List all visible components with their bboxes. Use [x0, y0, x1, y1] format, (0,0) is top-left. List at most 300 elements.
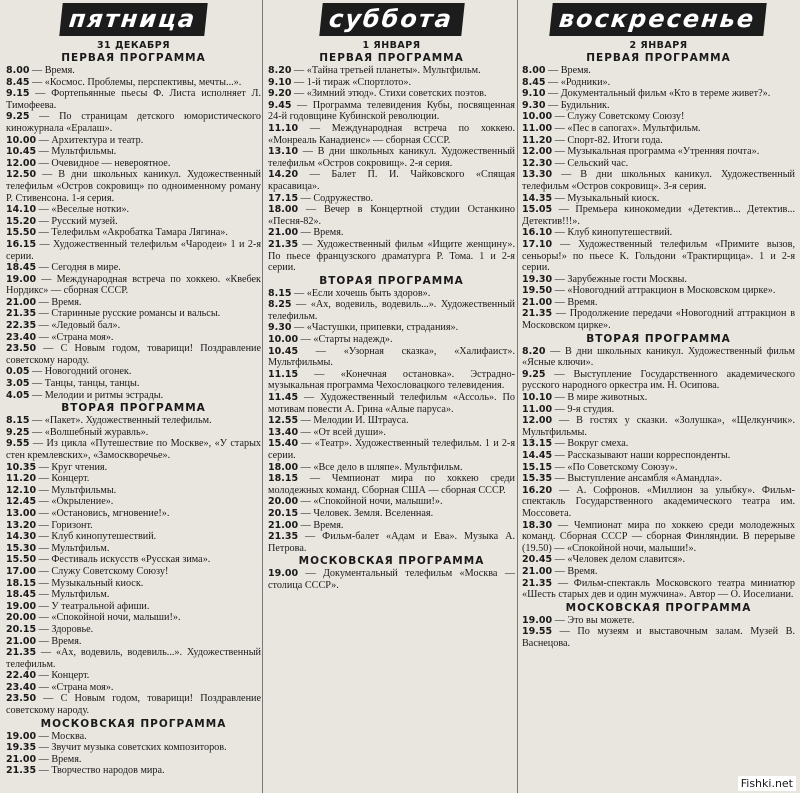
schedule-entry — [522, 65, 795, 77]
day-banner-wrap — [522, 0, 795, 36]
schedule-entry — [522, 193, 795, 205]
entry-time: 10.00 — [522, 111, 553, 123]
entry-title: — Мелодии и ритмы эстрады. — [32, 389, 164, 401]
schedule-entry — [6, 485, 261, 497]
schedule-entry — [522, 626, 795, 649]
day-banner: суббота — [319, 3, 464, 36]
entry-title: — Международная встреча по хоккею. «Монреаль Канадиенс» — сборная СССР. — [268, 122, 515, 146]
entry-time: 22.35 — [6, 320, 37, 332]
entry-title: — Мультфильм. — [38, 542, 110, 554]
schedule-entry — [268, 462, 515, 474]
column-sunday — [522, 0, 795, 793]
entry-time: 16.20 — [522, 484, 553, 496]
schedule-entry — [522, 297, 795, 309]
schedule-entry — [268, 334, 515, 346]
schedule-entry — [6, 520, 261, 532]
entry-time: 11.20 — [522, 134, 553, 146]
schedule-entry — [522, 285, 795, 297]
entry-time: 16.15 — [6, 238, 37, 250]
entry-time: 8.15 — [6, 415, 30, 427]
entry-title: — Содружество. — [300, 192, 374, 204]
schedule-entry — [6, 146, 261, 158]
program-heading: ВТОРАЯ ПРОГРАММА — [61, 402, 206, 415]
column-friday — [6, 0, 261, 793]
schedule-entry — [6, 531, 261, 543]
entry-time: 12.10 — [6, 484, 37, 496]
program-heading: ВТОРАЯ ПРОГРАММА — [586, 332, 731, 345]
entry-time: 12.55 — [268, 415, 299, 427]
schedule-entry — [522, 88, 795, 100]
entry-time: 18.45 — [6, 262, 37, 274]
schedule-entry — [522, 227, 795, 239]
day-banner: пятница — [59, 3, 208, 36]
entry-title: — Время. — [38, 296, 82, 308]
program-heading: МОСКОВСКАЯ ПРОГРАММА — [40, 717, 227, 730]
entry-time: 9.30 — [268, 322, 292, 334]
entry-title: — «Страна моя». — [38, 681, 114, 693]
schedule-entry — [268, 88, 515, 100]
entry-time: 11.10 — [268, 122, 299, 134]
schedule-entry — [6, 636, 261, 648]
entry-time: 19.35 — [6, 742, 37, 754]
schedule-entry — [268, 123, 515, 146]
entry-time: 8.45 — [522, 76, 546, 88]
entry-title: — Время. — [554, 296, 598, 308]
schedule-entry — [6, 77, 261, 89]
entry-title: — «Космос. Проблемы, перспективы, мечты...». — [32, 76, 242, 88]
schedule-entry — [522, 520, 795, 555]
entry-title: — «По Советскому Союзу». — [554, 461, 678, 473]
schedule-entry — [6, 765, 261, 777]
entry-time: 9.55 — [6, 438, 30, 450]
schedule-entry — [6, 647, 261, 670]
entry-time: 19.00 — [522, 614, 553, 626]
entry-title: — «Человек делом славится». — [554, 554, 686, 566]
schedule-entry — [6, 624, 261, 636]
entry-time: 8.00 — [6, 65, 30, 76]
entry-title: — Человек. Земля. Вселенная. — [300, 507, 434, 519]
column-divider — [262, 0, 263, 793]
entry-time: 9.20 — [268, 88, 292, 100]
entry-title: — Международная встреча по хоккею. «Квебек Нордикс» — сборная СССР. — [6, 273, 261, 297]
entry-time: 15.50 — [6, 554, 37, 566]
entry-title: — Будильник. — [548, 99, 610, 111]
schedule-entry — [268, 568, 515, 591]
schedule-entry — [522, 204, 795, 227]
entry-title: — Время. — [300, 519, 344, 531]
entry-time: 13.10 — [268, 146, 299, 158]
entry-title: — Выступление Государственного академического русского народного оркестра им. Н. Осипова. — [522, 368, 795, 392]
entry-title: — Звучит музыка советских композиторов. — [38, 742, 227, 754]
entry-time: 18.00 — [268, 461, 299, 473]
entry-title: — Продолжение передачи «Новогодний аттракцион в Московском цирке». — [522, 308, 795, 332]
entry-time: 14.35 — [522, 192, 553, 204]
entry-time: 21.00 — [6, 753, 37, 765]
entry-title: — Рассказывают наши корреспонденты. — [554, 450, 731, 461]
entry-time: 21.00 — [522, 565, 553, 577]
day-banner-wrap — [268, 0, 515, 36]
schedule-entry — [6, 693, 261, 716]
entry-time: 15.35 — [522, 473, 553, 485]
schedule-entry — [522, 158, 795, 170]
schedule-entry — [268, 427, 515, 439]
entry-time: 18.15 — [6, 577, 37, 589]
entry-title: — «Спокойной ночи, малыши!». — [300, 496, 443, 508]
entry-title: — Танцы, танцы, танцы. — [32, 378, 140, 390]
entry-title: — Музыкальный киоск. — [38, 577, 144, 589]
entry-title: — Художественный телефильм «Ассоль». По мотивам повести А. Грина «Алые паруса». — [268, 392, 515, 415]
schedule-entry — [6, 239, 261, 262]
entry-title: — Зарубежные гости Москвы. — [554, 273, 687, 285]
entry-title: — Клуб кинопутешествий. — [38, 531, 157, 543]
entry-title: — По страницам детского юмористического киножурнала «Ералаш». — [6, 111, 261, 134]
entry-time: 9.10 — [522, 88, 546, 100]
entry-title: — «Частушки, припевки, страдания». — [294, 322, 459, 334]
entry-time: 23.50 — [6, 343, 37, 355]
schedule-entry — [6, 612, 261, 624]
schedule-entry — [268, 415, 515, 427]
schedule-entry — [6, 274, 261, 297]
day-banner: воскресенье — [550, 3, 768, 36]
entry-time: 15.40 — [268, 438, 299, 450]
entry-title: — Старинные русские романсы и вальсы. — [38, 308, 221, 320]
schedule-entry — [522, 615, 795, 627]
entry-title: — Концерт. — [38, 670, 90, 682]
entry-time: 21.35 — [522, 577, 553, 589]
entry-title: — Телефильм «Акробатка Тамара Лягина». — [38, 227, 228, 239]
schedule-entry — [522, 450, 795, 462]
entry-title: — Мелодии И. Штрауса. — [300, 415, 409, 427]
entry-title: — 9-я студия. — [554, 403, 615, 415]
schedule-entry — [6, 438, 261, 461]
entry-title: — Документальный фильм «Кто в тереме живет?». — [548, 88, 771, 100]
schedule-entry — [6, 682, 261, 694]
schedule-entry — [268, 299, 515, 322]
entry-title: — Вокруг смеха. — [554, 438, 629, 450]
entry-title: — Чемпионат мира по хоккею среди молодежных команд. Сборная СССР — сборная Финляндии. В перерыве (19.50) — «Спокойной ночи, малыши!». — [522, 519, 795, 554]
entry-time: 19.00 — [6, 273, 37, 285]
schedule-entry — [6, 566, 261, 578]
entry-title: — Выступление ансамбля «Амандла». — [554, 473, 723, 485]
entry-time: 11.15 — [268, 368, 299, 380]
entry-title: — 1-й тираж «Спортлото». — [294, 76, 412, 88]
entry-time: 20.45 — [522, 554, 553, 566]
schedule-entry — [6, 332, 261, 344]
entry-time: 13.20 — [6, 519, 37, 531]
entry-title: — «Ах, водевиль, водевиль...». Художественный телефильм. — [268, 299, 515, 322]
schedule-entry — [6, 158, 261, 170]
broadcast-date: 2 ЯНВАРЯ — [629, 40, 688, 51]
entry-title: — В мире животных. — [554, 392, 648, 404]
entry-title: — «Окрыление». — [38, 496, 114, 508]
entry-time: 10.00 — [268, 334, 299, 346]
entry-title: — Премьера кинокомедии «Детектив... Детектив... Детектив!!!». — [522, 204, 795, 227]
schedule-entry — [6, 508, 261, 520]
entry-time: 8.20 — [522, 345, 546, 357]
schedule-entry — [6, 262, 261, 274]
entry-time: 14.20 — [268, 169, 299, 181]
entry-time: 18.15 — [268, 473, 299, 485]
entry-time: 11.00 — [522, 122, 553, 134]
entry-time: 11.45 — [268, 392, 299, 404]
entry-title: — У театральной афиши. — [38, 600, 150, 612]
schedule-entry — [522, 146, 795, 158]
schedule-entry — [6, 601, 261, 613]
entry-time: 19.00 — [6, 730, 37, 742]
column-divider — [517, 0, 518, 793]
entry-title: — Документальный телефильм «Москва — столица СССР». — [268, 568, 515, 591]
entry-time: 9.25 — [6, 426, 30, 438]
entry-title: — Время. — [32, 65, 75, 76]
schedule-entry — [268, 369, 515, 392]
entry-title: — В дни школьных каникул. Художественный телефильм «Остров сокровищ». 2-я серия. — [268, 146, 515, 169]
entry-title: — Сегодня в мире. — [38, 262, 121, 274]
entry-title: — «Волшебный журавль». — [32, 426, 149, 438]
program-heading: ПЕРВАЯ ПРОГРАММА — [586, 52, 731, 64]
entry-time: 3.05 — [6, 378, 30, 390]
schedule-entry — [522, 100, 795, 112]
entry-title: — «Родники». — [548, 76, 611, 88]
entry-time: 14.45 — [522, 450, 553, 461]
entry-time: 8.00 — [522, 65, 546, 76]
entry-title: — «Пакет». Художественный телефильм. — [32, 415, 212, 427]
entry-time: 19.55 — [522, 626, 553, 638]
schedule-entry — [522, 566, 795, 578]
schedule-entry — [6, 670, 261, 682]
entry-time: 9.25 — [6, 111, 30, 123]
entry-time: 20.15 — [6, 623, 37, 635]
entry-title: — «Старты надежд». — [300, 334, 393, 346]
entry-title: — Круг чтения. — [38, 461, 108, 473]
schedule-entry — [6, 320, 261, 332]
schedule-entry — [522, 404, 795, 416]
schedule-entry — [6, 88, 261, 111]
schedule-entry — [522, 473, 795, 485]
entry-time: 21.35 — [6, 647, 37, 659]
entry-time: 15.20 — [6, 215, 37, 227]
entry-title: — Музыкальная программа «Утренняя почта». — [554, 146, 760, 158]
entry-title: — В дни школьных каникул. Художественный телефильм «Остров сокровищ». 3-я серия. — [522, 169, 795, 192]
entry-title: — Клуб кинопутешествий. — [554, 227, 673, 239]
schedule-entry — [522, 77, 795, 89]
entry-time: 9.10 — [268, 76, 292, 88]
entry-title: — «Театр». Художественный телефильм. 1 и 2-я серии. — [268, 438, 515, 461]
entry-title: — Программа телевидения Кубы, посвященная 24-й годовщине Кубинской революции. — [268, 99, 515, 123]
entry-title: — Русский музей. — [38, 215, 118, 227]
entry-title: — Мультфильмы. — [38, 484, 117, 496]
schedule-entry — [268, 204, 515, 227]
schedule-entry — [6, 390, 261, 402]
entry-time: 4.05 — [6, 389, 30, 401]
schedule-entry — [268, 100, 515, 123]
schedule-entry — [6, 343, 261, 366]
entry-time: 21.35 — [268, 531, 299, 543]
entry-title: — В гостях у сказки. «Золушка», «Щелкунчик». Мультфильмы. — [522, 415, 795, 438]
schedule-entry — [522, 111, 795, 123]
schedule-entry — [268, 227, 515, 239]
entry-time: 23.40 — [6, 681, 37, 693]
entry-title: — Спорт-82. Итоги года. — [554, 134, 663, 146]
entry-time: 19.50 — [522, 285, 553, 297]
entry-title: — С Новым годом, товарищи! Поздравление советскому народу. — [6, 693, 261, 717]
entry-time: 10.35 — [6, 461, 37, 473]
entry-time: 8.20 — [268, 65, 292, 76]
schedule-entry — [268, 473, 515, 496]
schedule-entry — [268, 496, 515, 508]
schedule-entry — [6, 366, 261, 378]
entry-time: 17.15 — [268, 192, 299, 204]
entry-time: 10.10 — [522, 392, 553, 404]
schedule-entry — [6, 415, 261, 427]
schedule-entry — [522, 135, 795, 147]
schedule-entry — [6, 427, 261, 439]
entry-title: — «Новогодний аттракцион в Московском цирке». — [554, 285, 776, 297]
entry-title: — Служу Советскому Союзу! — [554, 111, 685, 123]
schedule-entry — [268, 438, 515, 461]
schedule-entry — [6, 462, 261, 474]
entry-title: — «Страна моя». — [38, 331, 114, 343]
entry-title: — Фортепьянные пьесы Ф. Листа исполняет Л. Тимофеева. — [6, 88, 261, 111]
entry-time: 12.30 — [522, 157, 553, 169]
entry-time: 16.10 — [522, 227, 553, 239]
entry-title: — «Ах, водевиль, водевиль...». Художественный телефильм. — [6, 647, 261, 670]
entry-title: — Сельский час. — [554, 157, 629, 169]
entry-title: — «Если хочешь быть здоров». — [294, 287, 431, 299]
entry-title: — «От всей души». — [300, 426, 386, 438]
entry-time: 12.00 — [522, 415, 553, 427]
entry-time: 10.45 — [268, 345, 299, 357]
entry-time: 21.35 — [522, 308, 553, 320]
entry-title: — Фильм-спектакль Московского театра миниатюр «Шесть старых дев и один мужчина». Автор — О. Иоселиани. — [522, 577, 795, 601]
schedule-entry — [522, 274, 795, 286]
schedule-entry — [6, 578, 261, 590]
schedule-entry — [522, 308, 795, 331]
entry-title: — Фестиваль искусств «Русская зима». — [38, 554, 211, 566]
schedule-entry — [268, 508, 515, 520]
entry-time: 21.00 — [522, 296, 553, 308]
entry-time: 8.25 — [268, 299, 292, 311]
entry-title: — Мультфильмы. — [38, 146, 117, 158]
entry-time: 18.45 — [6, 589, 37, 601]
entry-title: — «Ледовый бал». — [38, 320, 121, 332]
entry-title: — «Веселые нотки». — [38, 204, 130, 216]
entry-time: 19.00 — [6, 600, 37, 612]
schedule-entry — [6, 65, 261, 77]
schedule-entry — [6, 308, 261, 320]
program-heading: ВТОРАЯ ПРОГРАММА — [319, 274, 464, 287]
schedule-entry — [6, 543, 261, 555]
entry-time: 11.20 — [6, 473, 37, 485]
entry-title: — «Пес в сапогах». Мультфильм. — [554, 122, 701, 134]
entry-title: — По музеям и выставочным залам. Музей В. Васнецова. — [522, 626, 795, 649]
entry-title: — Время. — [554, 565, 598, 577]
entry-time: 13.00 — [6, 507, 37, 519]
entry-time: 20.00 — [268, 496, 299, 508]
entry-time: 21.35 — [6, 308, 37, 320]
schedule-entry — [268, 531, 515, 554]
entry-time: 21.35 — [6, 765, 37, 777]
schedule-entry — [522, 123, 795, 135]
entry-time: 19.00 — [268, 568, 299, 580]
entry-title: — Концерт. — [38, 473, 90, 485]
entry-time: 15.15 — [522, 461, 553, 473]
entry-time: 12.00 — [6, 157, 37, 169]
entry-title: — Балет П. И. Чайковского «Спящая красавица». — [268, 169, 515, 192]
entry-time: 8.45 — [6, 76, 30, 88]
entry-time: 18.30 — [522, 519, 553, 531]
schedule-entry — [522, 462, 795, 474]
entry-time: 13.15 — [522, 438, 553, 450]
broadcast-date: 1 ЯНВАРЯ — [362, 40, 421, 51]
entry-title: — «Все дело в шляпе». Мультфильм. — [300, 461, 463, 473]
schedule-entry — [522, 169, 795, 192]
entry-time: 8.15 — [268, 287, 292, 299]
entry-time: 9.15 — [6, 88, 30, 100]
schedule-entry — [6, 111, 261, 134]
entry-time: 0.05 — [6, 366, 30, 378]
entry-time: 12.50 — [6, 169, 37, 181]
schedule-entry — [6, 297, 261, 309]
entry-time: 22.40 — [6, 670, 37, 682]
entry-time: 9.25 — [522, 368, 546, 380]
schedule-entry — [6, 754, 261, 766]
entry-title: — Время. — [548, 65, 591, 76]
schedule-entry — [522, 392, 795, 404]
entry-time: 23.40 — [6, 331, 37, 343]
entry-title: — В дни школьных каникул. Художественный фильм «Ясные ключи». — [522, 345, 795, 369]
entry-title: — В дни школьных каникул. Художественный телефильм «Остров сокровищ» по одноименному роману Р. Стивенсона. 1-я серия. — [6, 169, 261, 204]
schedule-entry — [268, 322, 515, 334]
entry-title: — Москва. — [38, 730, 87, 742]
watermark: Fishki.net — [738, 776, 796, 791]
entry-title: — Служу Советскому Союзу! — [38, 565, 169, 577]
entry-time: 21.00 — [6, 635, 37, 647]
entry-title: — Художественный телефильм «Примите вызов, сеньоры!» по пьесе К. Гольдони «Трактирщица». 1 и 2-я серии. — [522, 238, 795, 274]
entry-time: 23.50 — [6, 693, 37, 705]
entry-time: 14.10 — [6, 204, 37, 216]
schedule-entry — [522, 415, 795, 438]
schedule-entry — [6, 135, 261, 147]
program-heading: ПЕРВАЯ ПРОГРАММА — [319, 52, 464, 64]
entry-title: — Творчество народов мира. — [38, 765, 165, 777]
schedule-entry — [268, 193, 515, 205]
entry-time: 21.35 — [268, 238, 299, 250]
entry-title: — Художественный фильм «Ищите женщину». По пьесе французского драматурга Р. Тома. 1 и 2-я серии. — [268, 238, 515, 274]
entry-time: 9.30 — [522, 99, 546, 111]
schedule-entry — [6, 378, 261, 390]
entry-title: — Новогодний огонек. — [32, 366, 132, 378]
entry-time: 12.45 — [6, 496, 37, 508]
program-heading: МОСКОВСКАЯ ПРОГРАММА — [565, 601, 752, 614]
entry-time: 14.30 — [6, 531, 37, 543]
entry-title: — Вечер в Концертной студии Останкино «Песня-82». — [268, 204, 515, 227]
entry-time: 19.30 — [522, 273, 553, 285]
entry-time: 10.00 — [6, 134, 37, 146]
entry-time: 18.00 — [268, 204, 299, 216]
entry-time: 20.00 — [6, 612, 37, 624]
entry-time: 15.05 — [522, 204, 553, 216]
schedule-entry — [6, 227, 261, 239]
entry-time: 15.50 — [6, 227, 37, 239]
schedule-entry — [6, 204, 261, 216]
schedule-entry — [6, 554, 261, 566]
entry-time: 10.45 — [6, 146, 37, 158]
entry-title: — С Новым годом, товарищи! Поздравление советскому народу. — [6, 343, 261, 366]
entry-title: — Художественный телефильм «Чародеи» 1 и 2-я серии. — [6, 238, 261, 262]
schedule-entry — [268, 288, 515, 300]
schedule-entry — [522, 554, 795, 566]
schedule-entry — [268, 520, 515, 532]
